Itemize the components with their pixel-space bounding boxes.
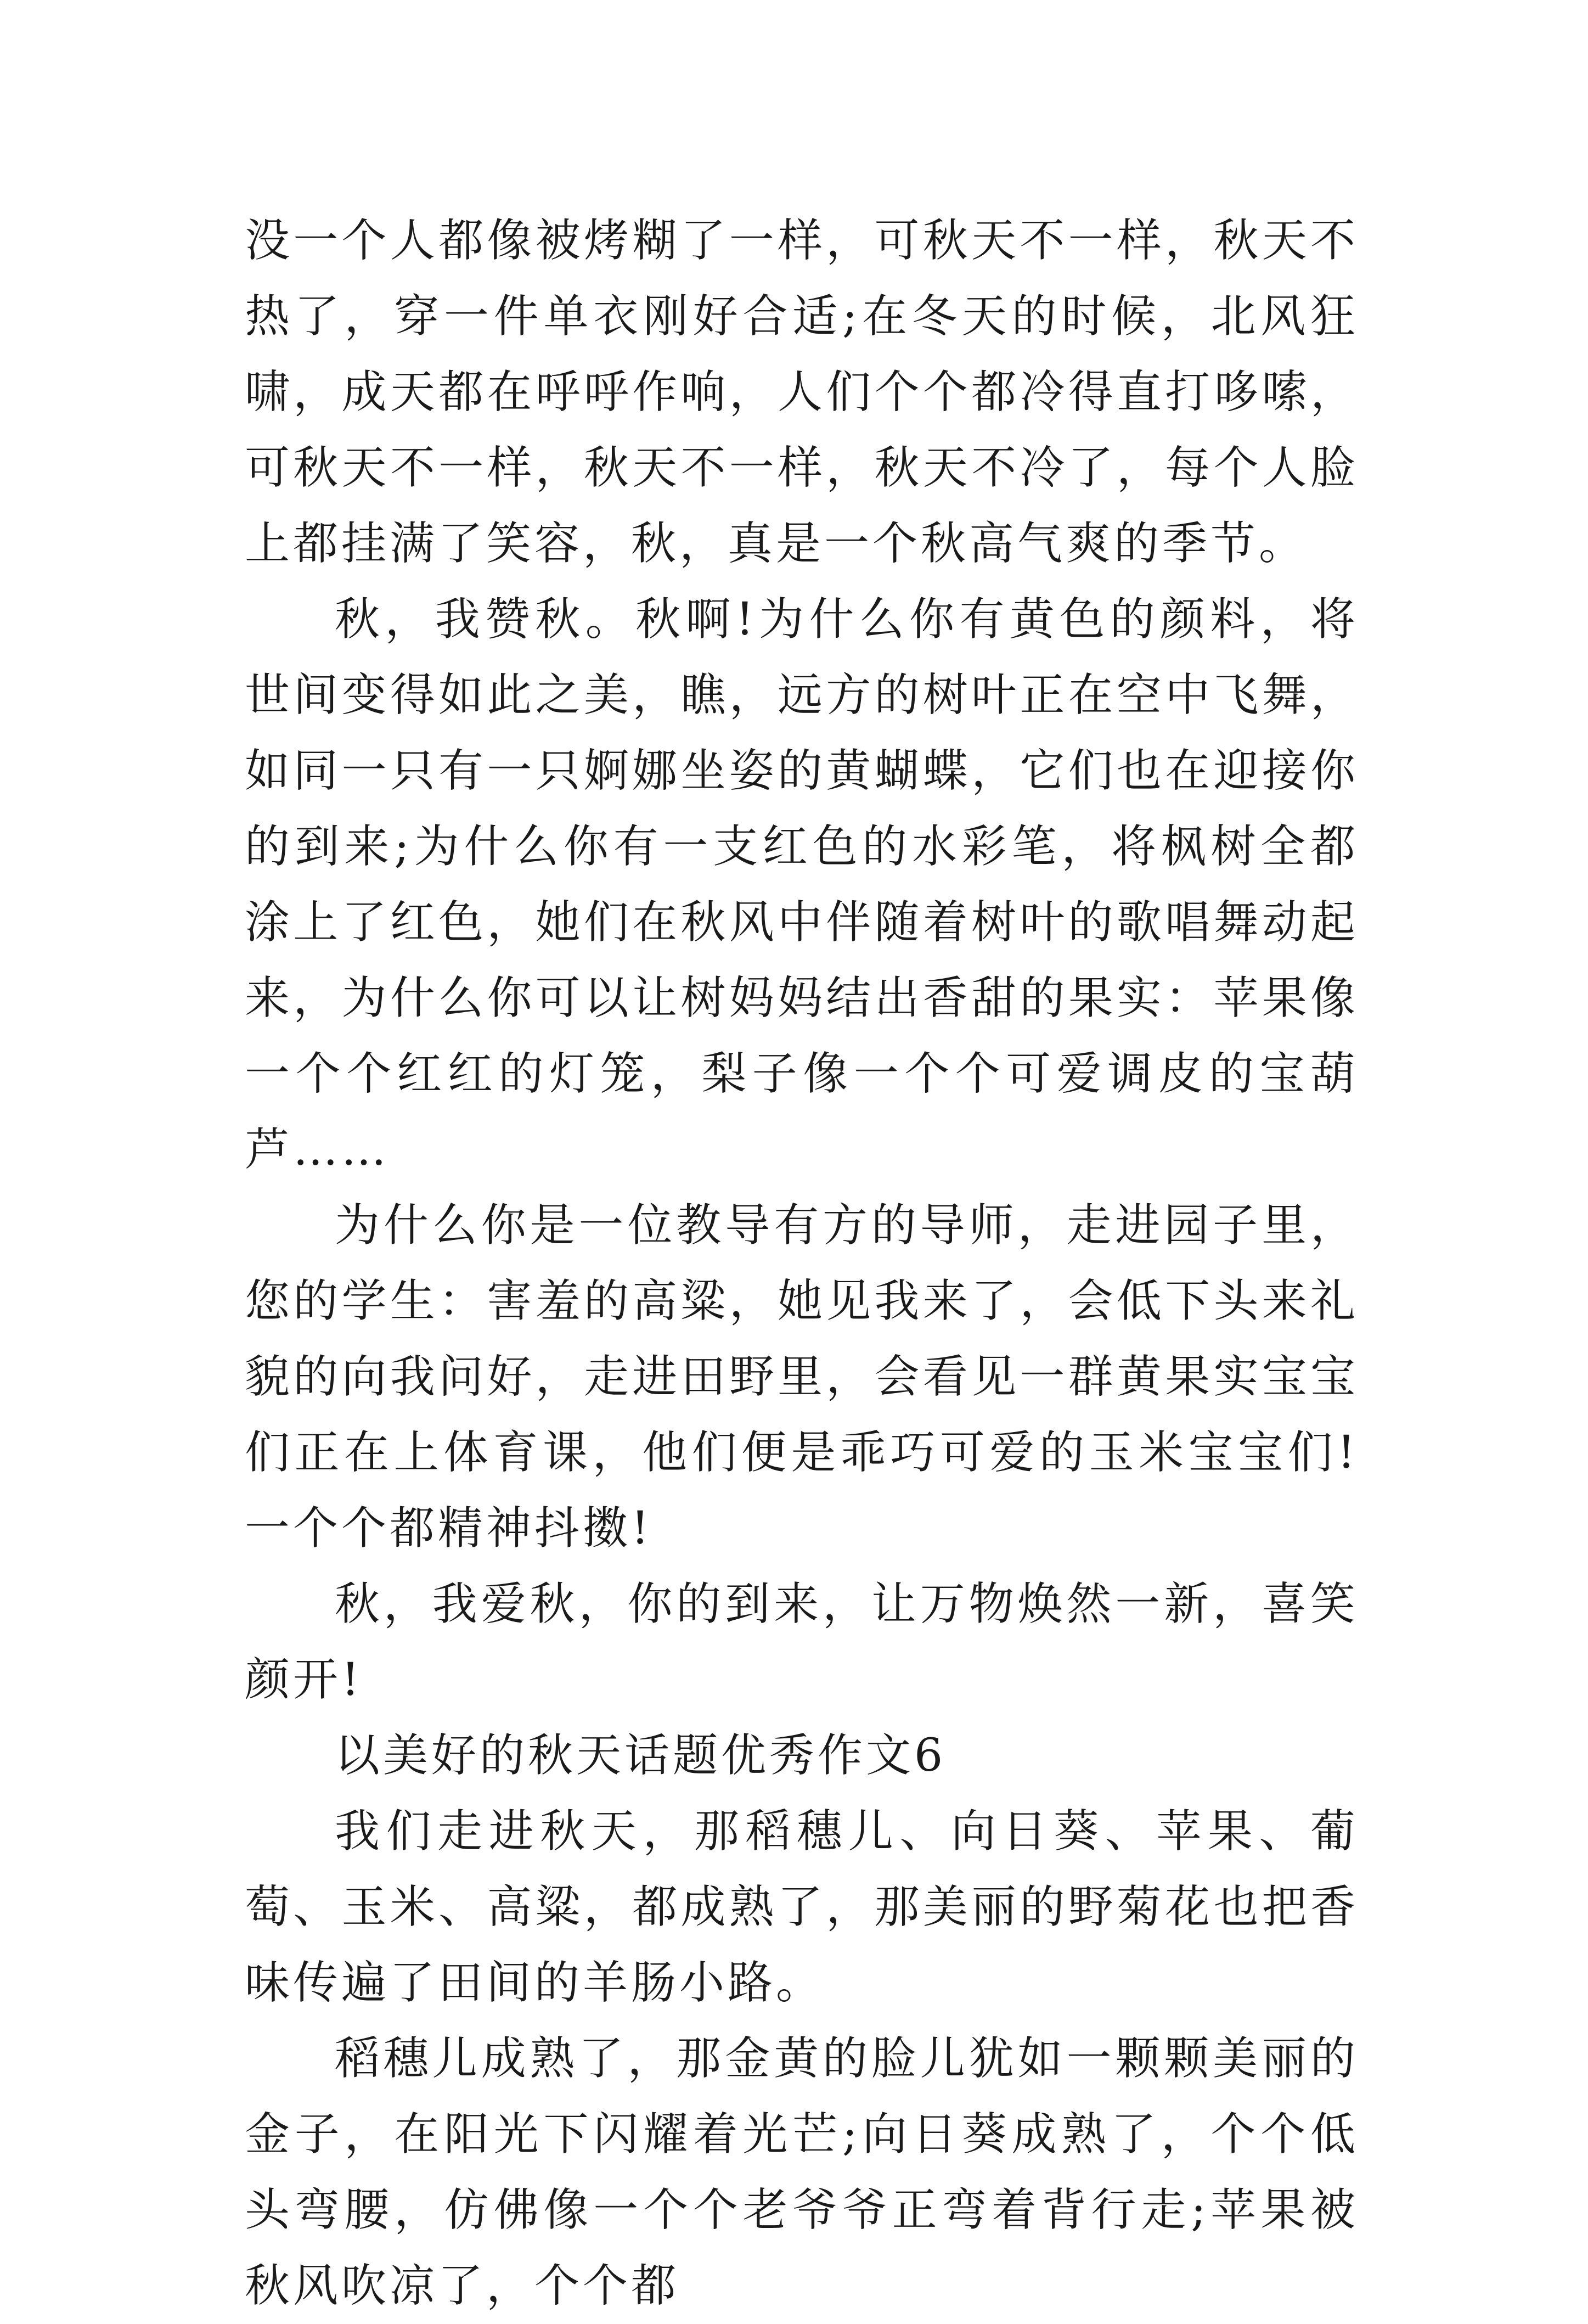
document-body [245,203,1359,2324]
paragraph-1: 没一个人都像被烤糊了一样，可秋天不一样，秋天不热了，穿一件单衣刚好合适;在冬天的时候，北风狂啸，成天都在呼呼作响，人们个个都冷得直打哆嗦，可秋天不一样，秋天不一样，秋天不冷了，每个人脸上都挂满了笑容，秋，真是一个秋高气爽的季节。 [245,215,1359,570]
essay-title: 以美好的秋天话题优秀作文6 [335,1730,947,1782]
paragraph-3: 为什么你是一位教导有方的导师，走进园子里，您的学生：害羞的高粱，她见我来了，会低下头来礼貌的向我问好，走进田野里，会看见一群黄果实宝宝们正在上体育课，他们便是乖巧可爱的玉米宝宝们!一个个都精神抖擞! [245,1199,1359,1554]
paragraph-5: 我们走进秋天，那稻穗儿、向日葵、苹果、葡萄、玉米、高粱，都成熟了，那美丽的野菊花也把香味传遍了田间的羊肠小路。 [245,1805,1359,2009]
paragraph-6: 稻穗儿成熟了，那金黄的脸儿犹如一颗颗美丽的金子，在阳光下闪耀着光芒;向日葵成熟了，个个低头弯腰，仿佛像一个个老爷爷正弯着背行走;苹果被秋风吹凉了，个个都 [245,2033,1359,2312]
paragraph-4: 秋，我爱秋，你的到来，让万物焕然一新，喜笑颜开! [245,1578,1359,1706]
paragraph-2: 秋，我赞秋。秋啊!为什么你有黄色的颜料，将世间变得如此之美，瞧，远方的树叶正在空中飞舞，如同一只有一只婀娜坐姿的黄蝴蝶，它们也在迎接你的到来;为什么你有一支红色的水彩笔，将枫树全都涂上了红色，她们在秋风中伴随着树叶的歌唱舞动起来，为什么你可以让树妈妈结出香甜的果实：苹果像一个个红红的灯笼，梨子像一个个可爱调皮的宝葫芦…… [245,593,1359,1176]
